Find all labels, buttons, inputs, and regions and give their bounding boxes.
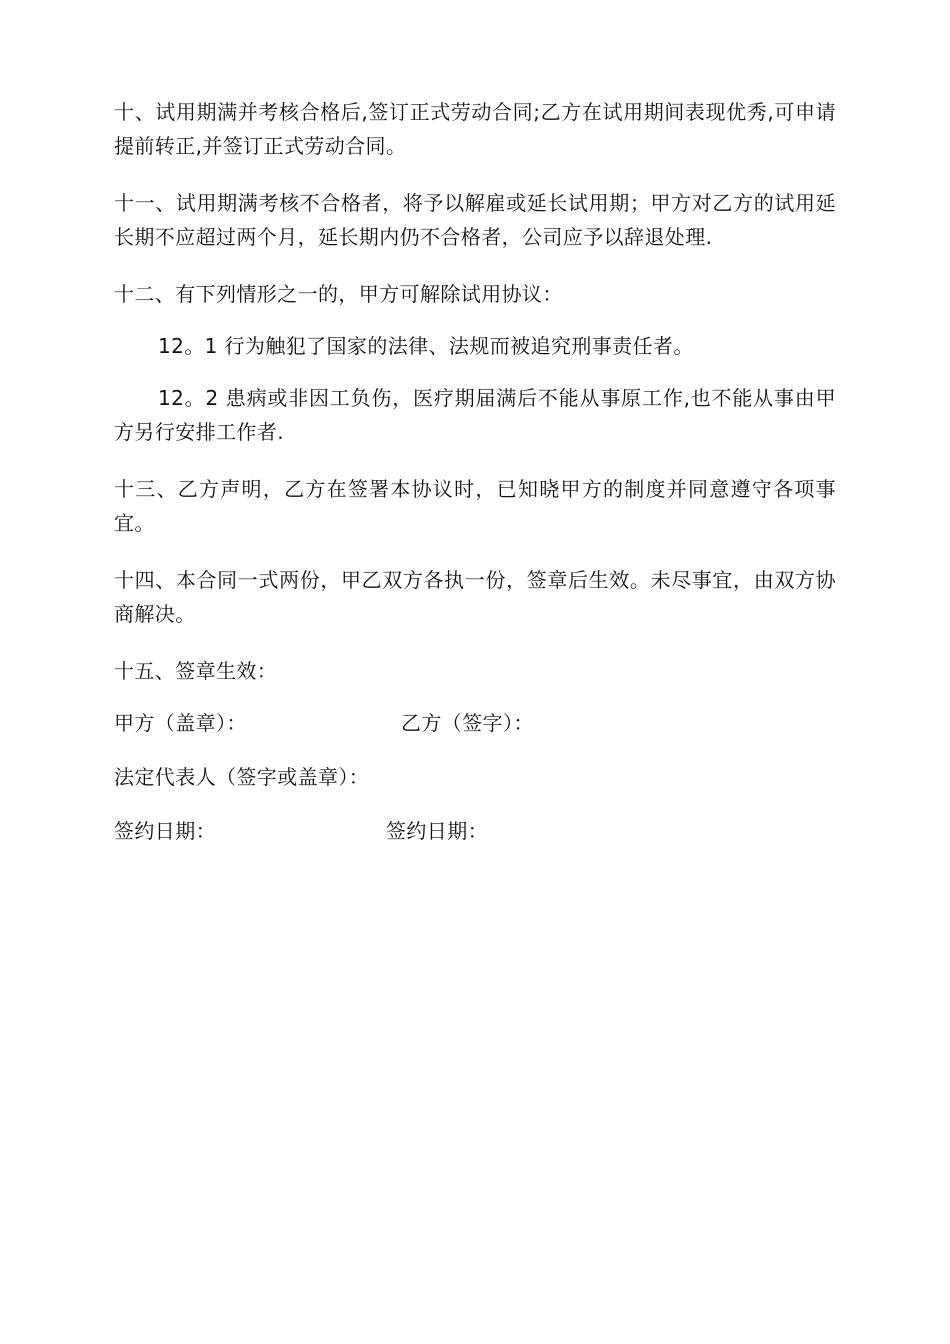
- clause-14: 十四、本合同一式两份，甲乙双方各执一份，签章后生效。未尽事宜，由双方协商解决。: [114, 568, 836, 626]
- party-a-seal-label: 甲方（盖章）：: [114, 711, 247, 735]
- party-b-signature-label: 乙方（签字）：: [401, 711, 534, 735]
- signing-date-a-label: 签约日期：: [114, 819, 216, 843]
- clause-10: 十、试用期满并考核合格后,签订正式劳动合同;乙方在试用期间表现优秀,可申请提前转正,并签订正式劳动合同。: [114, 100, 836, 158]
- clause-12-2: 12。2 患病或非因工负伤，医疗期届满后不能从事原工作,也不能从事由甲方另行安排工作者.: [114, 386, 836, 444]
- legal-representative-label: 法定代表人（签字或盖章）：: [114, 765, 370, 789]
- signing-date-b-label: 签约日期：: [386, 819, 488, 843]
- clause-12: 十二、有下列情形之一的，甲方可解除试用协议：: [114, 282, 563, 306]
- clause-12-1: 12。1 行为触犯了国家的法律、法规而被追究刑事责任者。: [158, 334, 694, 358]
- clause-13: 十三、乙方声明，乙方在签署本协议时，已知晓甲方的制度并同意遵守各项事宜。: [114, 477, 836, 535]
- clause-11: 十一、试用期满考核不合格者，将予以解雇或延长试用期；甲方对乙方的试用延长期不应超过两个月，延长期内仍不合格者，公司应予以辞退处理.: [114, 191, 836, 249]
- clause-15: 十五、签章生效：: [114, 659, 278, 683]
